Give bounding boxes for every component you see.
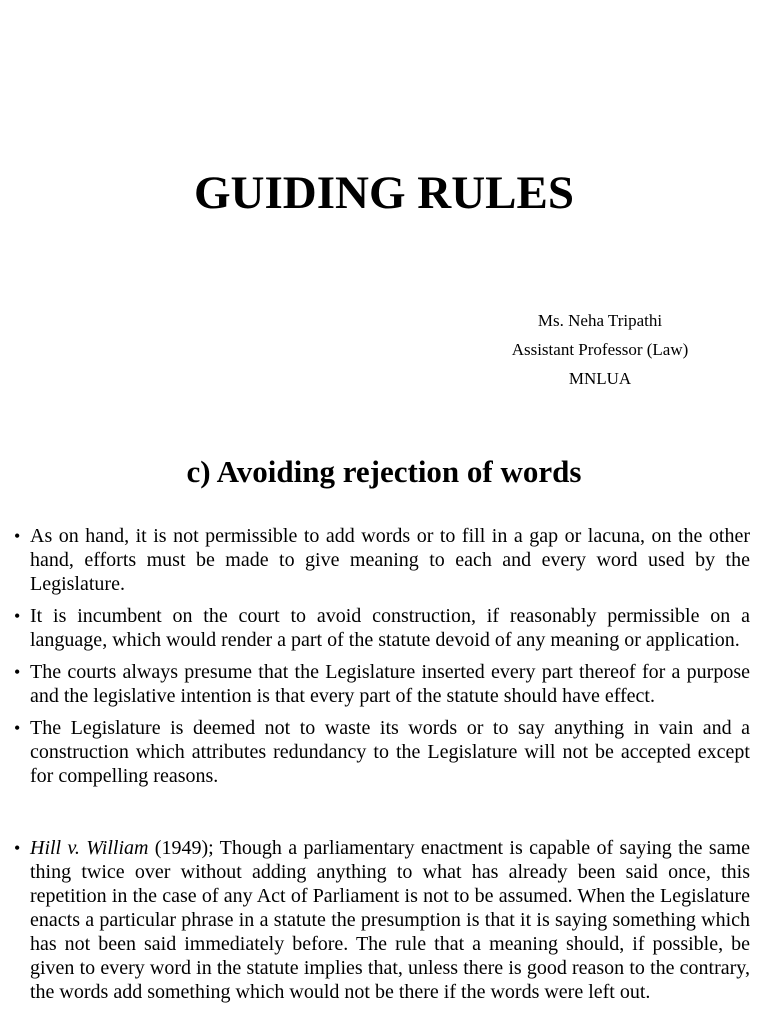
bullet-list: [14, 524, 751, 1012]
bullet-item: [14, 716, 750, 788]
bullet-text: The Legislature is deemed not to waste its words or to say anything in vain and a construction which attributes redundancy to the Legislature will not be accepted except for compelling reasons.: [30, 717, 750, 787]
bullet-icon: •: [14, 838, 21, 858]
case-text: (1949); Though a parliamentary enactment is capable of saying the same thing twice over without adding anything to what has already been said once, this repetition in the case of any Act of Parliament is not to be assumed. When the Legislature enacts a particular phrase in a statute the presumption is that it is saying something which has not been said immediately before. The rule that a meaning should, if possible, be given to every word in the statute implies that, unless there is good reason to the contrary, the words add something which would not be there if the words were left out.: [30, 837, 751, 1003]
bullet-item: [14, 604, 750, 652]
author-position: Assistant Professor (Law): [511, 340, 689, 359]
slide-heading: c) Avoiding rejection of words: [186, 454, 582, 489]
case-name: Hill v. William: [30, 837, 149, 859]
content-slide: [0, 430, 768, 1024]
bullet-item: [14, 524, 750, 596]
author-name: Ms. Neha Tripathi: [537, 311, 663, 330]
author-block: [440, 306, 760, 393]
bullet-icon: •: [14, 526, 21, 546]
author-institution: MNLUA: [568, 369, 632, 388]
bullet-icon: •: [14, 718, 21, 738]
bullet-text: As on hand, it is not permissible to add words or to fill in a gap or lacuna, on the other hand, efforts must be made to give meaning to each and every word used by the Legislature.: [30, 525, 750, 595]
slide-title: GUIDING RULES: [194, 167, 574, 219]
case-bullet-item: [14, 836, 751, 1004]
bullet-icon: •: [14, 606, 21, 626]
bullet-text: The courts always presume that the Legislature inserted every part thereof for a purpose and the legislative intention is that every part of the statute should have effect.: [30, 661, 750, 707]
title-slide: [0, 0, 768, 430]
bullet-item: [14, 660, 750, 708]
bullet-text: It is incumbent on the court to avoid construction, if reasonably permissible on a language, which would render a part of the statute devoid of any meaning or application.: [30, 605, 750, 651]
bullet-icon: •: [14, 662, 21, 682]
